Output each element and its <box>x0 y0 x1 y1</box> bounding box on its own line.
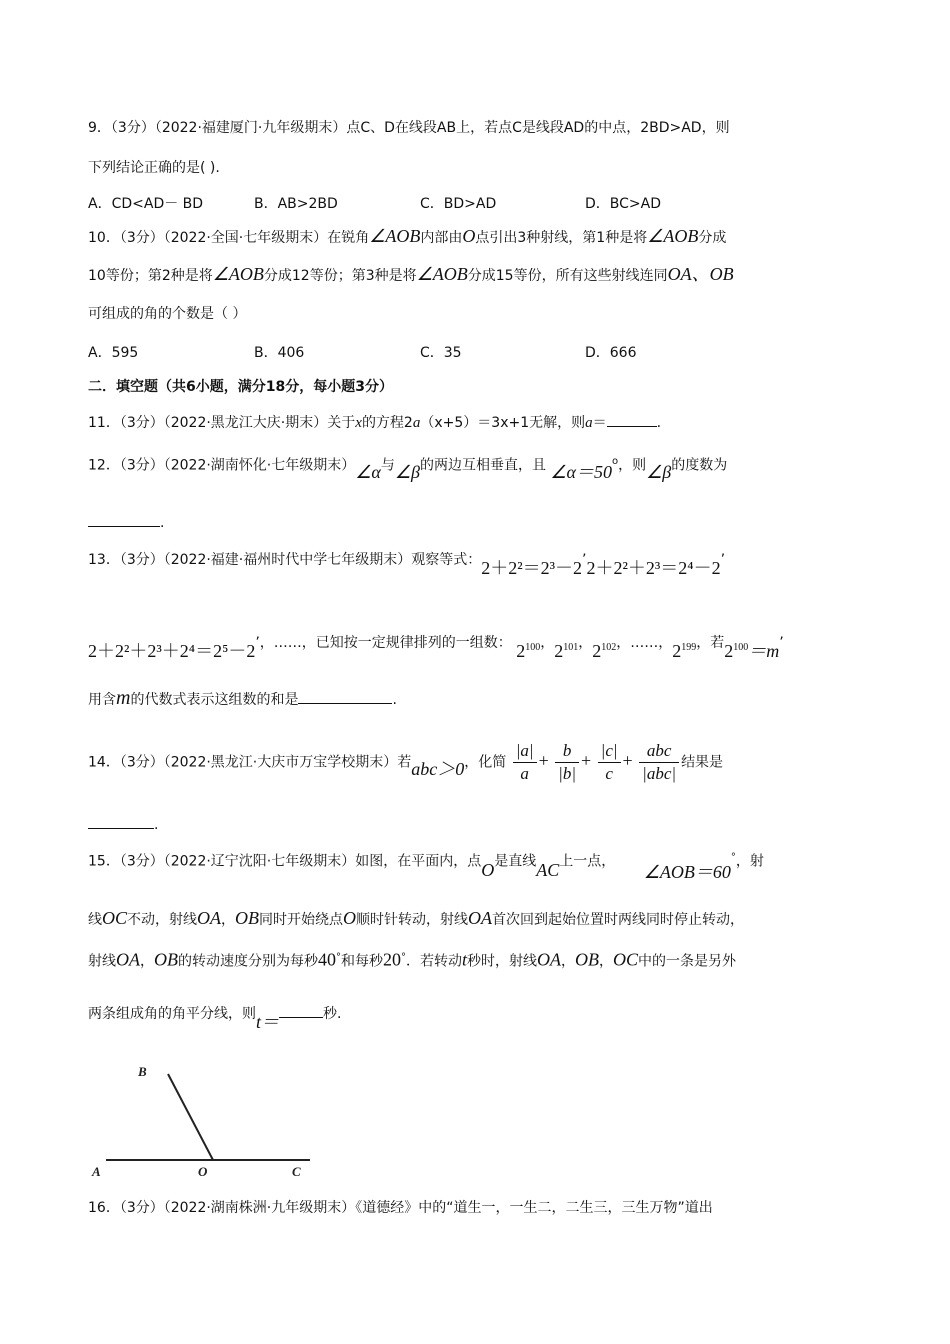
q12-answer-blank[interactable] <box>88 512 160 527</box>
q12-line2: . <box>88 512 164 533</box>
q15-answer-blank[interactable] <box>279 1003 323 1018</box>
q11-line: 11．（3分）（2022·黑龙江大庆·期末）关于x的方程2a（x+5）＝3x+1无解，则a＝ . <box>88 412 661 433</box>
q9-option-a: A．CD<AD－ BD <box>88 196 204 212</box>
q10-line1: 10．（3分）（2022·全国·七年级期末）在锐角∠AOB内部由O点引出3种射线，第1种是将∠AOB分成 <box>88 226 727 246</box>
ray-ob <box>168 1074 213 1160</box>
label-o: O <box>198 1164 208 1179</box>
q11-answer-blank[interactable] <box>607 412 657 427</box>
q15-line3: 射线OA，OB的转动速度分别为每秒40°和每秒20°．若转动t秒时，射线OA，OB，OC中的一条是另外 <box>88 949 737 970</box>
q14-line2: . <box>88 814 158 835</box>
q9-option-c: C．BD>AD <box>420 196 497 212</box>
q9-option-b: B．AB>2BD <box>254 196 338 212</box>
q9-line1: 9．（3分）（2022·福建厦门·九年级期末）点C、D在线段AB上，若点C是线段AD的中点，2BD>AD，则 <box>88 120 730 136</box>
q10-option-a: A．595 <box>88 345 139 361</box>
q9-option-d: D．BC>AD <box>585 196 662 212</box>
angle-figure <box>88 1056 328 1180</box>
q12-line1: 12．（3分）（2022·湖南怀化·七年级期末）∠α与∠β的两边互相垂直，且 $\angle\alpha=50^o$，则∠β的度数为 <box>88 456 728 482</box>
q15-line2: 线OC不动，射线OA，OB同时开始绕点O顺时针转动，射线OA首次回到起始位置时两线同时停止转动， <box>88 908 745 928</box>
q13-line1: 13．（3分）（2022·福建·福州时代中学七年级期末）观察等式：2＋2²＝2³－2’2＋2²＋2³＝2⁴－2’ <box>88 552 726 578</box>
label-c: C <box>292 1164 301 1179</box>
q14-fraction-4: $\frac{\text{abc}}{\text{|abc|}}$ <box>639 740 679 785</box>
q10-option-c: C．35 <box>420 345 462 361</box>
section-heading: 二．填空题（共6小题，满分18分，每小题3分） <box>88 379 393 395</box>
q13-answer-blank[interactable] <box>298 689 392 704</box>
q16-line1: 16．（3分）（2022·湖南株洲·九年级期末）《道德经》中的“道生一，一生二，二生三，三生万物”道出 <box>88 1200 713 1216</box>
q14-line1: 14．（3分）（2022·黑龙江·大庆市万宝学校期末）若abc＞0，化简 $\frac{|a|}{a}$ + $\frac{b}{|b|}$ + $\frac{|c|}{c}$ + $\frac{\text{abc}}{\text{|abc|}}$ 结果是 <box>88 741 724 783</box>
q15-line4: 两条组成角的角平分线，则t＝ 秒. <box>88 1002 341 1024</box>
q10-line3: 可组成的角的个数是（ ） <box>88 306 247 322</box>
q14-fraction-2: $\frac{b}{|b|}$ <box>555 740 579 785</box>
q14-fraction-3: $\frac{|c|}{c}$ <box>598 740 621 785</box>
q10-line2: 10等份；第2种是将∠AOB分成12等份；第3种是将∠AOB分成15等份，所有这些射线连同OA、OB <box>88 264 734 284</box>
label-a: A <box>92 1164 101 1179</box>
q13-line3: 用含m的代数式表示这组数的和是 . <box>88 687 397 709</box>
label-b: B <box>138 1064 147 1079</box>
q9-line2: 下列结论正确的是( ). <box>88 160 220 176</box>
q13-line2: 2＋2²＋2³＋2⁴＝2⁵－2’，……，已知按一定规律排列的一组数： $2^{100}$，$2^{101}$，$2^{102}$，……，$2^{199}$，若$2^{100}=m$’ <box>88 635 784 661</box>
q15-line1: 15．（3分）（2022·辽宁沈阳·七年级期末）如图，在平面内，点O是直线AC上一点， ∠AOB＝60°，射 <box>88 852 764 882</box>
q10-option-d: D．666 <box>585 345 637 361</box>
q14-answer-blank[interactable] <box>88 814 154 829</box>
q14-fraction-1: $\frac{|a|}{a}$ <box>513 740 537 785</box>
q10-option-b: B．406 <box>254 345 305 361</box>
